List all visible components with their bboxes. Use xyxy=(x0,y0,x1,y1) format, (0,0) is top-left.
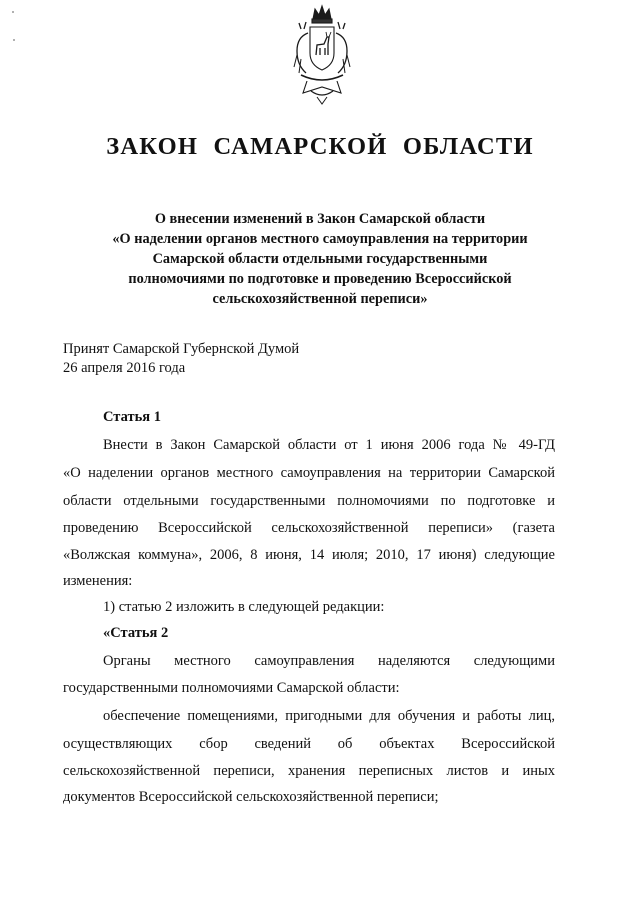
article-2-paragraph-line: Органы местного самоуправления наделяются следующими xyxy=(103,653,555,669)
article-2-heading: «Статья 2 xyxy=(103,625,169,641)
article-1-paragraph-line: изменения: xyxy=(63,573,133,589)
article-1-paragraph-line: проведению Всероссийской сельскохозяйственной переписи» (газета xyxy=(63,520,555,536)
subtitle-line: «О наделении органов местного самоуправления на территории xyxy=(112,231,528,247)
article-1-paragraph-line: Внести в Закон Самарской области от 1 июня 2006 года № 49-ГД xyxy=(103,437,555,453)
law-title: ЗАКОН САМАРСКОЙ ОБЛАСТИ xyxy=(106,133,534,160)
coat-of-arms-emblem xyxy=(291,3,353,107)
subtitle-line: полномочиями по подготовке и проведению Всероссийской xyxy=(128,271,512,287)
article-1-paragraph-line: области отдельными государственными полномочиями по подготовке и xyxy=(63,493,555,509)
adoption-body: Принят Самарской Губернской Думой xyxy=(63,341,300,357)
article-2-paragraph-line: государственными полномочиями Самарской области: xyxy=(63,680,400,696)
adoption-date: 26 апреля 2016 года xyxy=(63,360,186,376)
subtitle-line: сельскохозяйственной переписи» xyxy=(212,291,428,307)
subtitle-line: Самарской области отдельными государственными xyxy=(152,251,488,267)
subtitle-line: О внесении изменений в Закон Самарской области xyxy=(154,211,486,227)
article-1-item-1: 1) статью 2 изложить в следующей редакции: xyxy=(103,599,385,615)
article-2-paragraph-line: документов Всероссийской сельскохозяйственной переписи; xyxy=(63,789,439,805)
article-2-paragraph-line: сельскохозяйственной переписи, хранения переписных листов и иных xyxy=(63,763,555,779)
article-2-paragraph-line: обеспечение помещениями, пригодными для обучения и работы лиц, xyxy=(103,708,555,724)
adoption-note xyxy=(63,340,299,378)
article-1-paragraph-line: «О наделении органов местного самоуправления на территории Самарской xyxy=(63,465,555,481)
article-2-paragraph-line: осуществляющих сбор сведений об объектах Всероссийской xyxy=(63,736,555,752)
article-1-heading: Статья 1 xyxy=(103,409,161,425)
article-1-paragraph-line: «Волжская коммуна», 2006, 8 июня, 14 июля; 2010, 17 июня) следующие xyxy=(63,547,555,563)
law-subtitle xyxy=(70,209,570,309)
